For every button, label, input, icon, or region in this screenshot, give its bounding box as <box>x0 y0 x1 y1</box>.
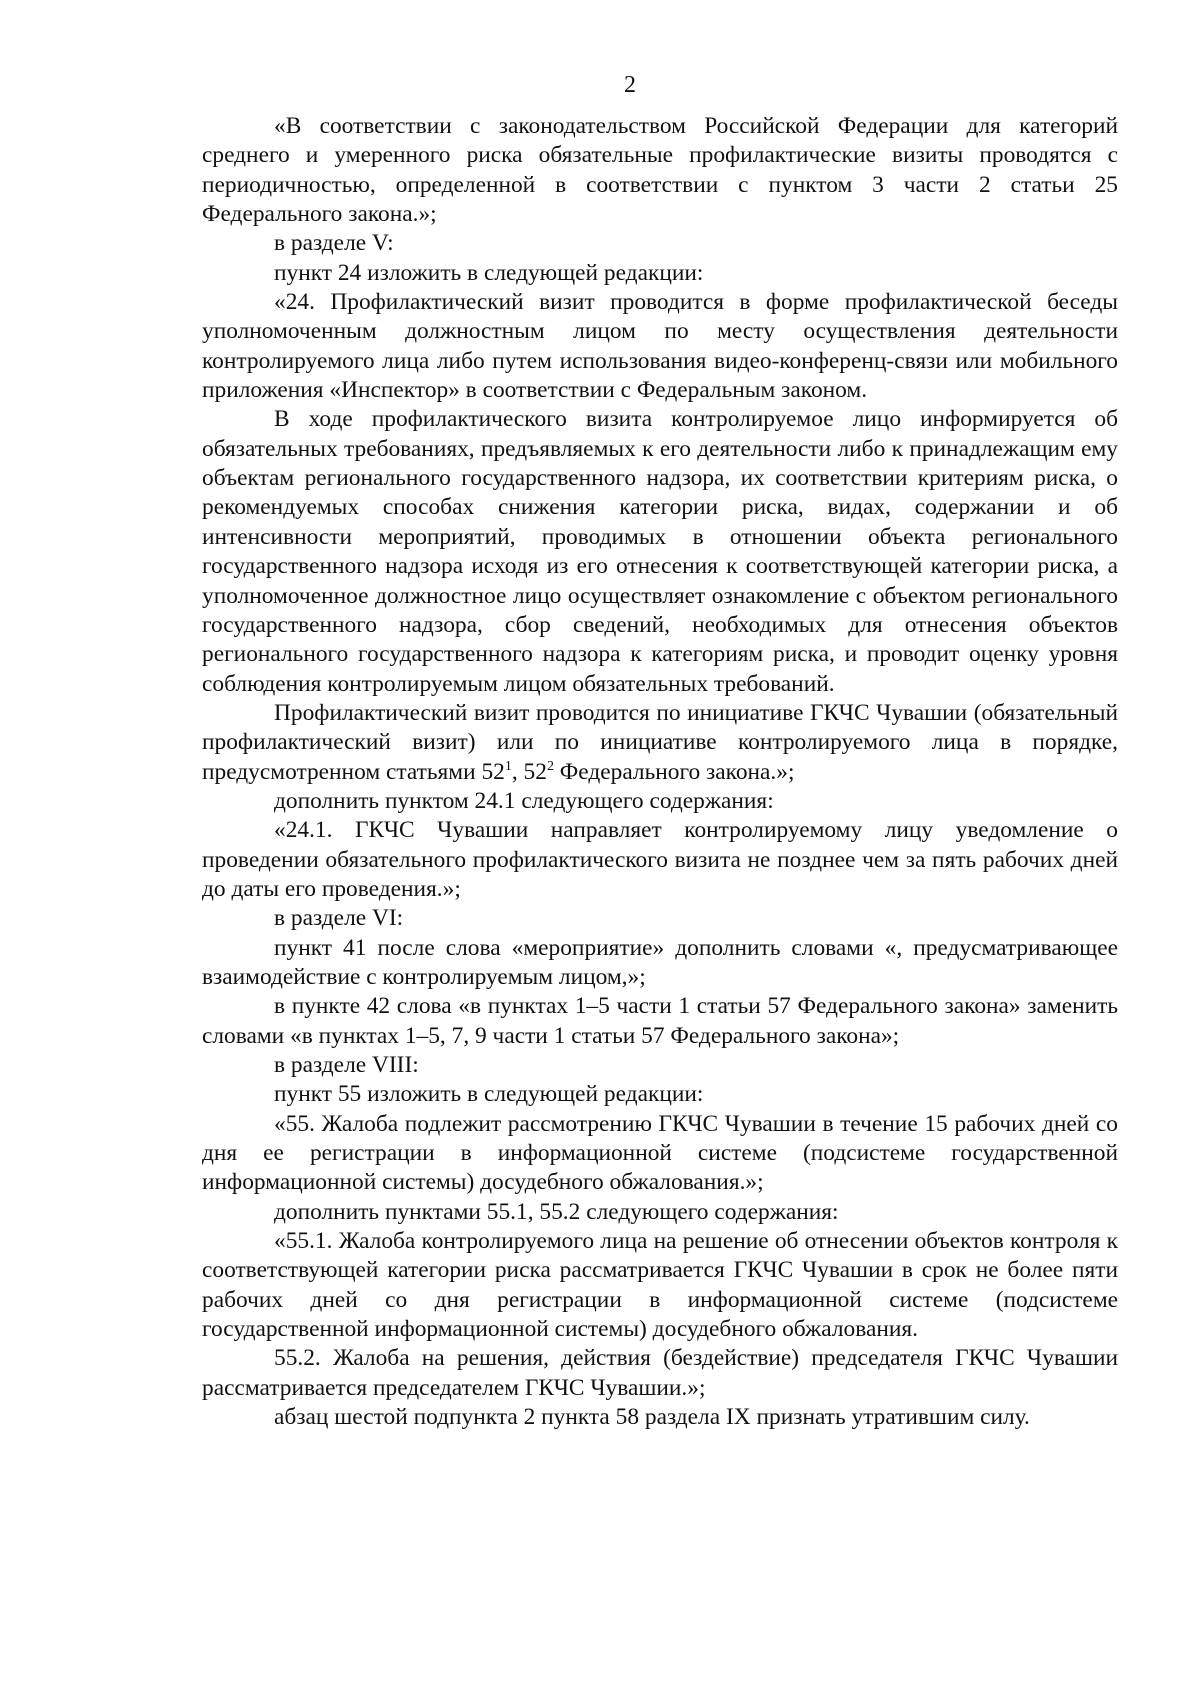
paragraph-visit-initiative <box>202 699 1118 787</box>
paragraph-item-55-intro: пункт 55 изложить в следующей редакции: <box>274 1081 704 1108</box>
paragraph-visit-initiative-text-end: Федерального закона.»; <box>553 758 795 785</box>
paragraph-item-55: «55. Жалоба подлежит рассмотрению ГКЧС Чувашии в течение 15 рабочих дней со дня ее регистрации в информационной системе (подсистеме государственной информационной системы) досудебного обжалования.»; <box>202 1110 1118 1196</box>
paragraph-item-24: «24. Профилактический визит проводится в форме профилактической беседы уполномоченным должностным лицом по месту осуществления деятельности контролируемого лица либо путем использования видео-конференц-связи или мобильного приложения «Инспектор» в соответствии с Федеральным законом. <box>202 289 1118 404</box>
paragraph-item-58-repeal: абзац шестой подпункта 2 пункта 58 раздела IX признать утратившим силу. <box>274 1404 1030 1431</box>
superscript-article-52-2: 2 <box>546 758 554 774</box>
paragraph-item-42: в пункте 42 слова «в пунктах 1–5 части 1 статьи 57 Федерального закона» заменить словами «в пунктах 1–5, 7, 9 части 1 статьи 57 Федерального закона»; <box>202 993 1118 1049</box>
paragraph-item-41: пункт 41 после слова «мероприятие» дополнить словами «, предусматривающее взаимодействие с контролируемым лицом,»; <box>202 934 1118 990</box>
paragraph-risk-categories: «В соответствии с законодательством Российской Федерации для категорий среднего и умеренного риска обязательные профилактические визиты проводятся с периодичностью, определенной в соответствии с пунктом 3 части 2 статьи 25 Федерального закона.»; <box>202 113 1118 228</box>
paragraph-item-55-2: 55.2. Жалоба на решения, действия (бездействие) председателя ГКЧС Чувашии рассматривается председателем ГКЧС Чувашии.»; <box>202 1345 1118 1401</box>
paragraph-item-24-1-intro: дополнить пунктом 24.1 следующего содержания: <box>274 787 774 814</box>
paragraph-visit-course: В ходе профилактического визита контролируемое лицо информируется об обязательных требованиях, предъявляемых к его деятельности либо к принадлежащим ему объектам регионального государственного надзора, их соответствии критериям риска, о рекомендуемых способах снижения категории риска, видах, содержании и об интенсивности мероприятий, проводимых в отношении объекта регионального государственного надзора исходя из его отнесения к соответствующей категории риска, а уполномоченное должностное лицо осуществляет ознакомление с объектом регионального государственного надзора, сбор сведений, необходимых для отнесения объектов регионального государственного надзора к категориям риска, и проводит оценку уровня соблюдения контролируемым лицом обязательных требований. <box>202 406 1118 697</box>
paragraph-section-v: в разделе V: <box>274 230 394 257</box>
paragraph-section-vi: в разделе VI: <box>274 905 404 932</box>
page-number: 2 <box>624 72 636 98</box>
paragraph-item-55-1: «55.1. Жалоба контролируемого лица на решение об отнесении объектов контроля к соответствующей категории риска рассматривается ГКЧС Чувашии в срок не более пяти рабочих дней со дня регистрации в информационной системе (подсистеме государственной информационной системы) досудебного обжалования. <box>202 1228 1118 1343</box>
paragraph-items-55-1-55-2-intro: дополнить пунктами 55.1, 55.2 следующего содержания: <box>274 1198 839 1225</box>
paragraph-section-viii: в разделе VIII: <box>274 1052 419 1078</box>
document-body <box>202 112 1118 1432</box>
paragraph-visit-initiative-text: Профилактический визит проводится по инициативе ГКЧС Чувашии (обязательный профилактический визит) или по инициативе контролируемого лица в порядке, предусмотренном статьями 52 <box>202 699 1118 785</box>
paragraph-visit-initiative-text-middle: , 52 <box>511 758 547 785</box>
paragraph-item-24-1: «24.1. ГКЧС Чувашии направляет контролируемому лицу уведомление о проведении обязательного профилактического визита не позднее чем за пять рабочих дней до даты его проведения.»; <box>202 817 1118 902</box>
superscript-article-52-1: 1 <box>504 758 512 774</box>
paragraph-item-24-intro: пункт 24 изложить в следующей редакции: <box>274 259 704 286</box>
